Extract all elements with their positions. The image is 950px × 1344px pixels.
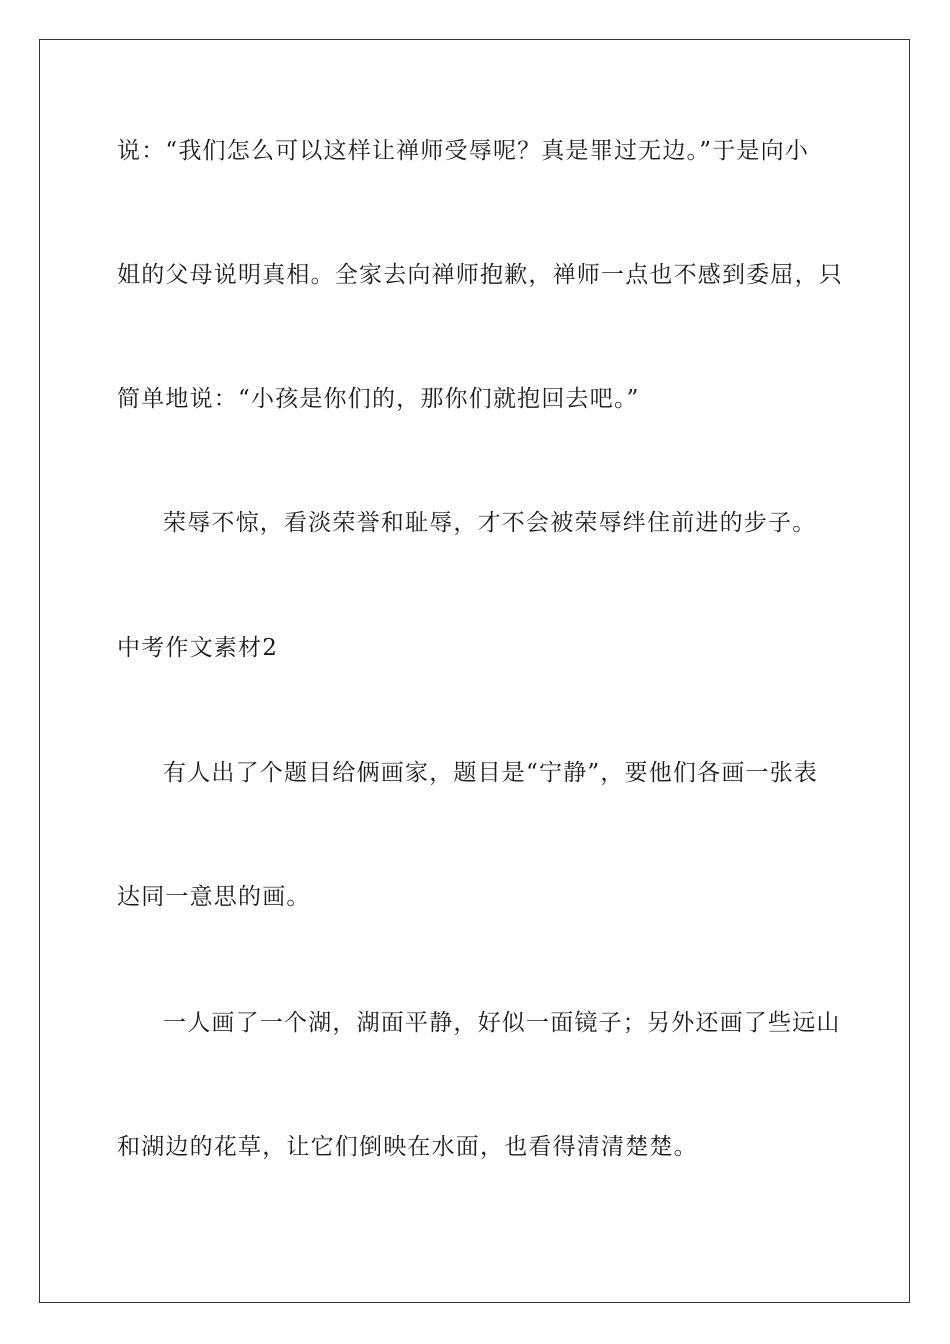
text-line: 简单地说：“小孩是你们的，那你们就抱回去吧。”	[117, 386, 640, 412]
text-line: 和湖边的花草，让它们倒映在水面，也看得清清楚楚。	[117, 1134, 698, 1160]
text-line: 达同一意思的画。	[117, 884, 311, 910]
text-line: 说：“我们怎么可以这样让禅师受辱呢？真是罪过无边。”于是向小	[117, 138, 810, 164]
text-line: 姐的父母说明真相。全家去向禅师抱歉，禅师一点也不感到委屈，只	[117, 262, 843, 288]
page-border	[39, 39, 910, 1303]
paragraph-first-line: 一人画了一个湖，湖面平静，好似一面镜子；另外还画了些远山	[163, 1010, 841, 1036]
section-heading: 中考作文素材2	[117, 635, 279, 661]
paragraph-first-line: 有人出了个题目给俩画家，题目是“宁静”，要他们各画一张表	[163, 760, 819, 786]
paragraph-first-line: 荣辱不惊，看淡荣誉和耻辱，才不会被荣辱绊住前进的步子。	[163, 510, 817, 536]
